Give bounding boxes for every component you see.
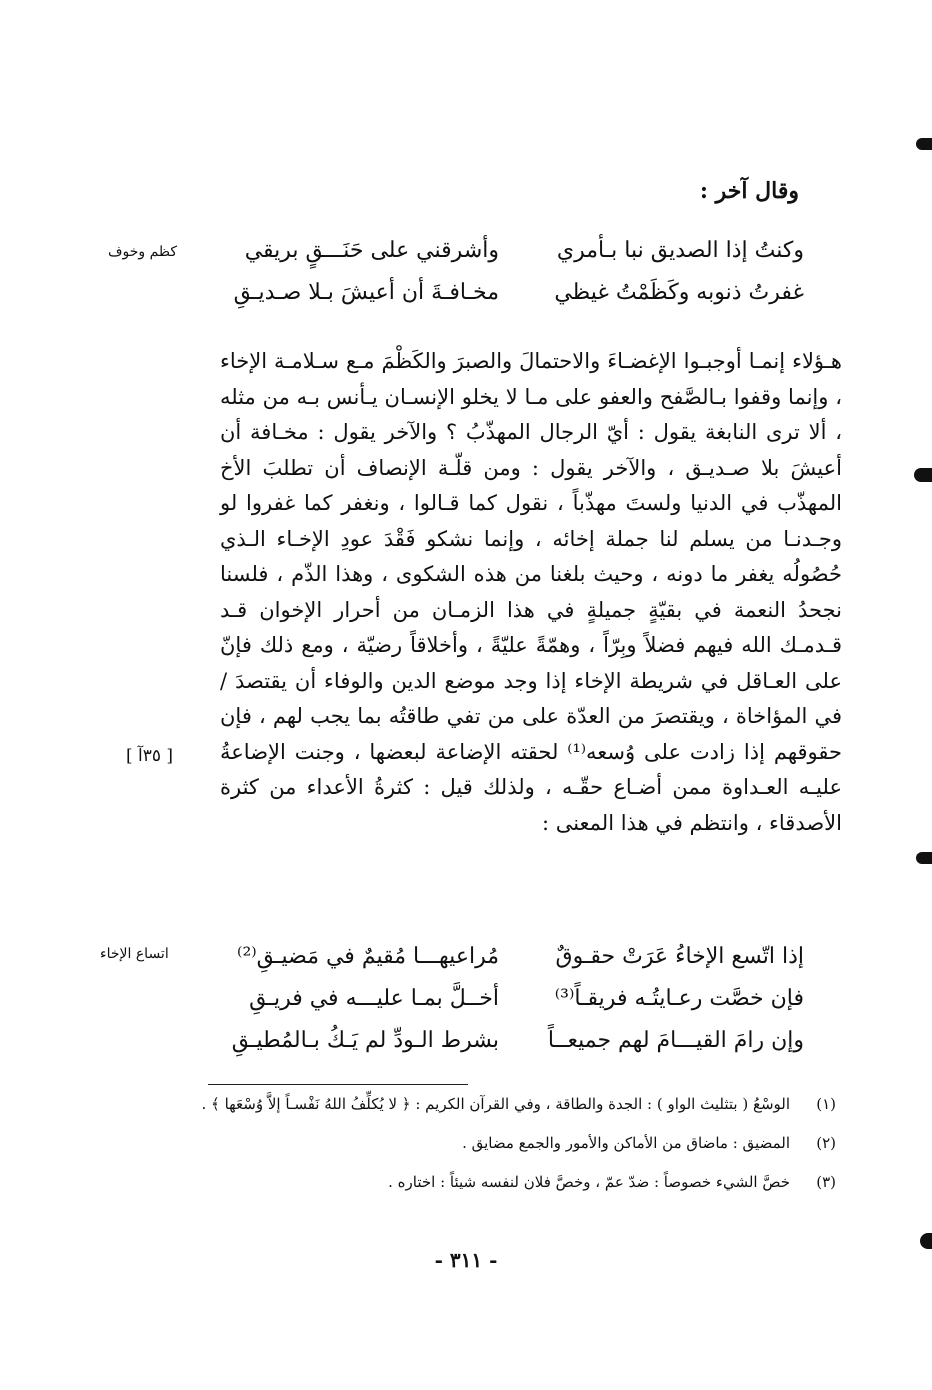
side-note-kazm: كظم وخوف (108, 244, 178, 260)
second-hemistich: وأشرقني على حَنَـــقٍ بريقي (244, 238, 499, 263)
paragraph-text: هـؤلاء إنمـا أوجبـوا الإغضـاءَ والاحتمالَ والصبرَ والكَظْمَ مـع سـلامـة الإخاء ، وإنما وقفوا بـالصَّفح والعفو على مـا لا يخلو الإنسـان يـأنس بـه من مثله ، ألا ترى النابغة يقول : أيّ الرجال المهذّبُ ؟ والآخر يقول : مخـافة أن أعيشَ بلا صـديـق ، والآخر يقول : ومن قلّـة الإنصاف أن تطلبَ الأخ المهذّب في الدنيا ولستَ مهذّباً ، نقول كما قـالوا ، ونغفر كما غفروا لو وجـدنـا من يسلم لنا جملة إخائه ، وإنما نشكو فَقْدَ عودِ الإخـاء الـذي حُصُولُه يغفر ما دونه ، وحيث بلغنا من هذه الشكوى ، وهذا الذّم ، فلسنا نجحدُ النعمة في بقيّةٍ جميلةٍ في هذا الزمـان من أحرار الإخوان قـد قـدمـك الله فيهم فضلاً وبِرّاً ، وهمّةً عليّةً ، وأخلاقاً رضيّة ، ومع ذلك فإنّ على العـاقل في شريطة الإخاء إذا وجد موضع الدين والوفاء أن يقتصدَ / في المؤاخاة ، ويقتصرَ من العدّة على من تفي طاقتُه بما يجب لهم ، فإن حقوقهم إذا زادت على وُسعه⁽¹⁾ لحقته الإضاعة لبعضها ، وجنت الإضاعةُ عليـه العـداوة ممن أضـاع حقّـه ، ولذلك قيل : كثرةُ الأعداء من كثرة الأصدقاء ، وانتظم في هذا المعنى : (220, 349, 842, 835)
footnote-number: (٣) (816, 1173, 836, 1191)
second-hemistich: مُراعيهـــا مُقيمٌ في مَضيـقِ⁽²⁾ (237, 944, 499, 969)
manuscript-page-ref: [ ٣٥آ ] (126, 746, 174, 766)
poem-intro: وقال آخر : (699, 178, 799, 204)
footnote (200, 1092, 836, 1117)
verse (214, 1028, 804, 1070)
second-hemistich: مخـافـةَ أن أعيشَ بـلا صـديـقِ (233, 280, 499, 305)
prose-paragraph (220, 344, 842, 841)
first-hemistich: وكنتُ إذا الصديق نبا بـأمري (556, 238, 804, 263)
side-note-ittisa: اتساع الإخاء (100, 946, 169, 962)
footnote (200, 1170, 836, 1195)
footnote-text: خصَّ الشيء خصوصاً : ضدّ عمّ ، وخصَّ فلان لنفسه شيئاً : اختاره . (388, 1173, 790, 1191)
verse (214, 280, 804, 322)
first-hemistich: وإن رامَ القيـــامَ لهم جميعــاً (547, 1028, 804, 1053)
scan-mark (920, 1233, 932, 1249)
first-hemistich: إذا اتّسع الإخاءُ عَرَتْ حقـوقٌ (555, 944, 804, 969)
footnotes (200, 1092, 836, 1209)
verse (214, 238, 804, 280)
scan-mark (914, 468, 932, 482)
verse (214, 986, 804, 1028)
footnote-number: (١) (816, 1095, 836, 1113)
footnote-divider (208, 1084, 468, 1085)
verse (214, 944, 804, 986)
poem-ittisa (214, 944, 804, 1070)
footnote-text: الوسْعُ ( بتثليث الواو ) : الجدة والطاقة ، وفي القرآن الكريم : ﴿ لا يُكلِّفُ اللهُ نَفْسـاً إلاَّ وُسْعَها ﴾ . (201, 1095, 790, 1113)
poem-kazm (214, 238, 804, 322)
first-hemistich: فإن خصَّت رعـايتُـه فريقـاً⁽³⁾ (554, 986, 804, 1011)
second-hemistich: بشرط الـودِّ لم يَـكُ بـالمُطيـقِ (231, 1028, 499, 1053)
scan-mark (916, 138, 932, 150)
first-hemistich: غفرتُ ذنوبه وكَظَمْتُ غيظي (554, 280, 804, 305)
scan-mark (916, 852, 932, 864)
page-number: - ٣١١ - (434, 1248, 498, 1272)
footnote-text: المضيق : ماضاق من الأماكن والأمور والجمع مضايق . (462, 1134, 790, 1152)
second-hemistich: أخــلَّ بمـا عليـــه في فريـقِ (249, 986, 499, 1011)
footnote (200, 1131, 836, 1156)
footnote-number: (٢) (816, 1134, 836, 1152)
